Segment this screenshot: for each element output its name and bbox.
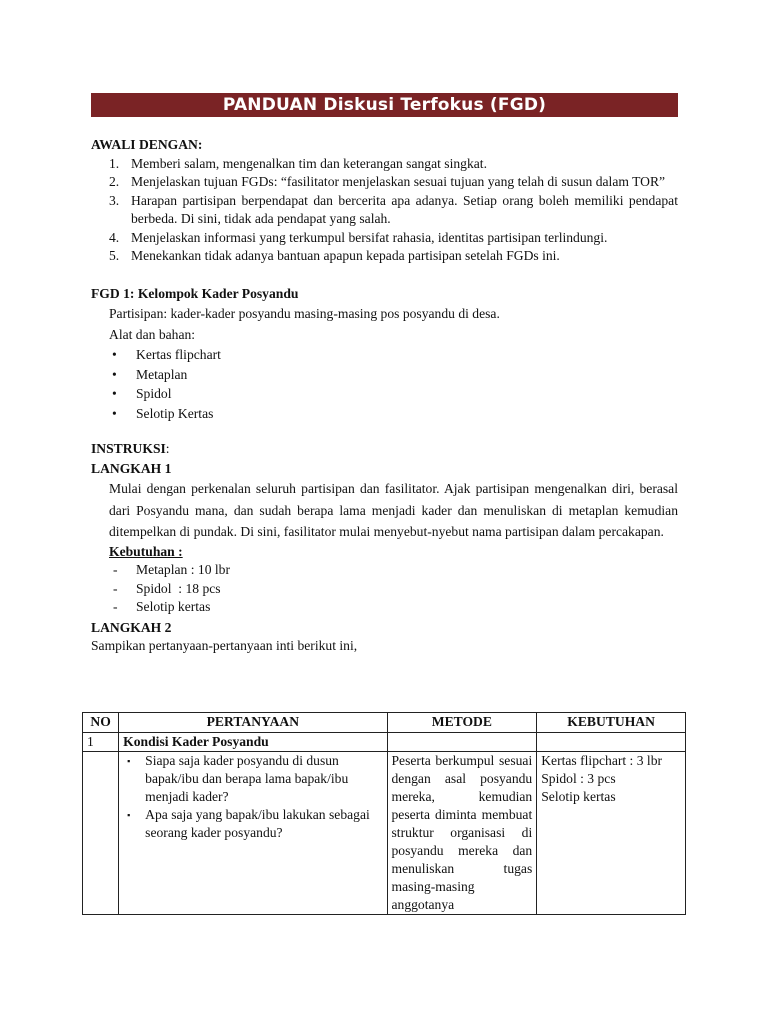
questions-list [123,752,382,842]
table-header-row [83,713,686,733]
fgd1-heading: FGD 1: Kelompok Kader Posyandu [91,285,299,301]
list-item: 5. Menekankan tidak adanya bantuan apapun kepada partisipan setelah FGDs ini. [109,248,560,263]
tools-label: Alat dan bahan: [109,327,196,342]
tools-list [91,345,678,423]
table-row [83,752,686,915]
questions-cell [119,752,387,915]
list-item: - Selotip kertas [113,599,211,614]
list-item: - Metaplan : 10 lbr [113,562,231,577]
document-page [91,93,678,656]
method-cell: Peserta berkumpul sesuai dengan asal posyandu mereka, kemudian peserta diminta membuat struktur organisasi di posyandu mereka dan menuliskan tugas masing-masing anggotanya [387,752,537,915]
list-item: • Metaplan [112,366,188,382]
list-item: 1. Memberi salam, mengenalkan tim dan keterangan sangat singkat. [109,155,487,171]
needs-list [91,561,678,617]
list-item: 3. Harapan partisipan berpendapat dan bercerita apa adanya. Setiap orang boleh memiliki pendapat berbeda. Di sini, tidak ada pendapat yang salah. [109,192,678,226]
questions-table [82,712,686,915]
needs-cell: Kertas flipchart : 3 lbr Spidol : 3 pcs Selotip kertas [537,752,686,915]
list-item: - Spidol : 18 pcs [113,580,221,596]
list-item: • Kertas flipchart [112,347,221,362]
header-metode: METODE [387,713,537,733]
list-item: ▪ Siapa saja kader posyandu di dusun bapak/ibu dan berapa lama bapak/ibu menjadi kader? [127,753,349,804]
list-item: 2. Menjelaskan tujuan FGDs: “fasilitator menjelaskan sesuai tujuan yang telah di susun dalam TOR” [109,174,666,189]
needs-label: Kebutuhan : [109,543,183,559]
step2-heading: LANGKAH 2 [91,619,172,635]
list-item: 4. Menjelaskan informasi yang terkumpul bersifat rahasia, identitas partisipan terlindungi. [109,229,608,245]
step2-text: Sampikan pertanyaan-pertanyaan inti berikut ini, [91,638,358,653]
header-kebutuhan: KEBUTUHAN [537,713,686,733]
row-title: Kondisi Kader Posyandu [119,733,387,752]
list-item: • Spidol [112,386,172,401]
awali-list [91,155,678,266]
row-number: 1 [83,733,119,752]
instruksi-heading: INSTRUKSI: [91,441,170,456]
header-no: NO [83,713,119,733]
participants-text: Partisipan: kader-kader posyandu masing-masing pos posyandu di desa. [109,306,500,321]
header-pertanyaan: PERTANYAAN [119,713,387,733]
step1-heading: LANGKAH 1 [91,460,172,476]
awali-heading: AWALI DENGAN: [91,137,203,152]
step1-text: Mulai dengan perkenalan seluruh partisipan dan fasilitator. Ajak partisipan mengenalkan diri, berasal dari Posyandu mana, dan sudah berapa lama menjadi kader dan menuliskan di metaplan kemudian ditempelkan di pundak. Di sini, fasilitator mulai menyebut-nyebut nama partisipan dalam percakapan. [109,481,678,539]
list-item: • Selotip Kertas [112,405,214,421]
list-item: ▪ Apa saja yang bapak/ibu lakukan sebagai seorang kader posyandu? [127,807,370,840]
table-row [83,733,686,752]
page-title: PANDUAN Diskusi Terfokus (FGD) [91,93,678,117]
